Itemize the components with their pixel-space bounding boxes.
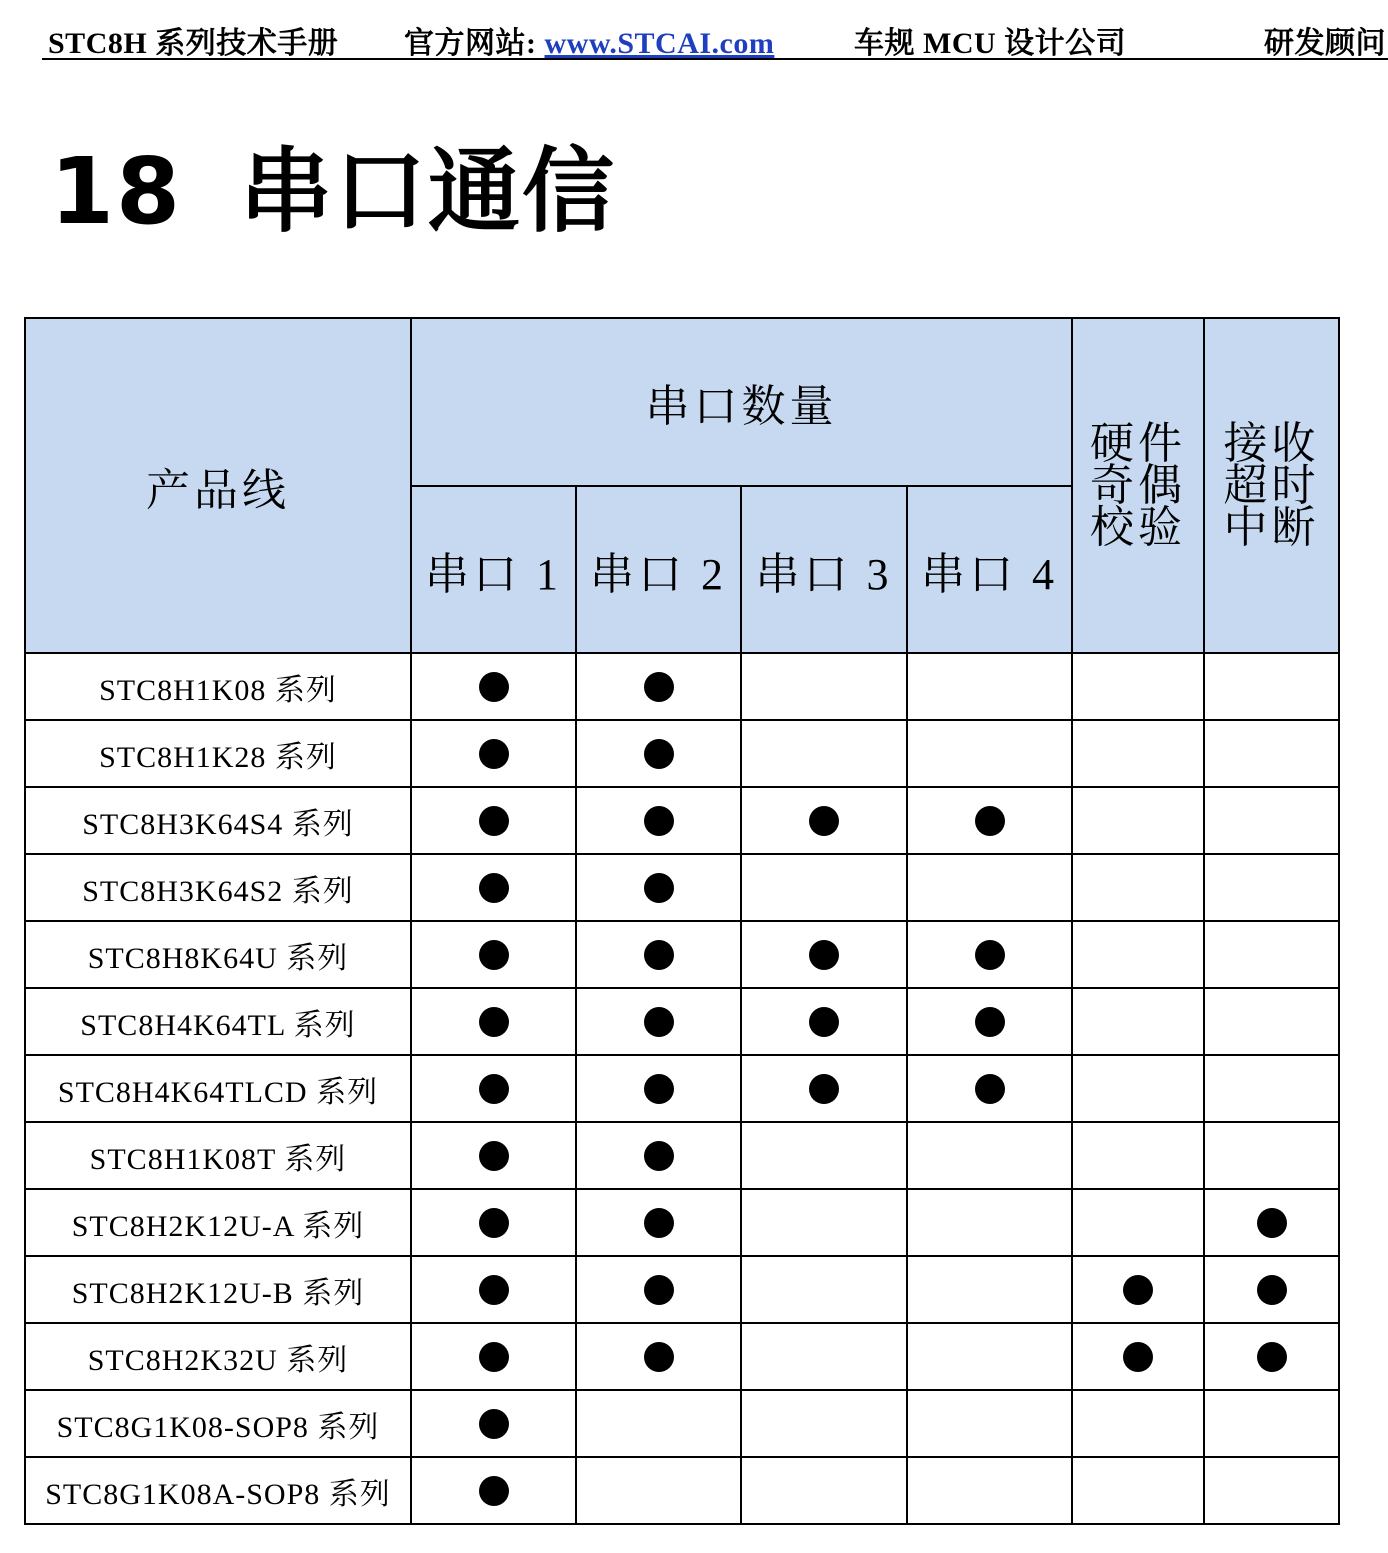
- supported-dot-icon: [644, 873, 674, 903]
- product-name-cell: STC8G1K08-SOP8 系列: [25, 1390, 411, 1457]
- table-row: [25, 921, 1339, 988]
- supported-dot-icon: [479, 1208, 509, 1238]
- supported-dot-icon: [479, 806, 509, 836]
- header-uart-count: 串口数量: [411, 318, 1072, 486]
- uart4-cell: [907, 1323, 1072, 1390]
- supported-dot-icon: [809, 1074, 839, 1104]
- parity-cell: [1072, 787, 1204, 854]
- uart2-cell: [576, 1189, 741, 1256]
- uart1-cell: [411, 988, 576, 1055]
- product-name-cell: STC8H3K64S2 系列: [25, 854, 411, 921]
- rx_timeout-cell: [1204, 1055, 1339, 1122]
- uart4-cell: [907, 1457, 1072, 1524]
- parity-cell: [1072, 1323, 1204, 1390]
- supported-dot-icon: [644, 1208, 674, 1238]
- uart3-cell: [741, 921, 907, 988]
- table-row: [25, 1390, 1339, 1457]
- chapter-number: 18: [50, 138, 183, 245]
- uart4-cell: [907, 921, 1072, 988]
- table-row: [25, 1457, 1339, 1524]
- parity-cell: [1072, 1256, 1204, 1323]
- parity-cell: [1072, 988, 1204, 1055]
- supported-dot-icon: [644, 672, 674, 702]
- uart1-cell: [411, 921, 576, 988]
- company-tagline: 车规 MCU 设计公司: [854, 27, 1127, 60]
- header-uart4: 串口 4: [907, 486, 1072, 653]
- supported-dot-icon: [1123, 1342, 1153, 1372]
- page-header: [42, 14, 1388, 60]
- supported-dot-icon: [1257, 1208, 1287, 1238]
- uart1-cell: [411, 1390, 576, 1457]
- uart2-cell: [576, 921, 741, 988]
- uart3-cell: [741, 1122, 907, 1189]
- header-uart3: 串口 3: [741, 486, 907, 653]
- supported-dot-icon: [479, 1007, 509, 1037]
- supported-dot-icon: [809, 806, 839, 836]
- product-name-cell: STC8H1K08T 系列: [25, 1122, 411, 1189]
- uart4-cell: [907, 1122, 1072, 1189]
- rx_timeout-cell: [1204, 921, 1339, 988]
- parity-cell: [1072, 854, 1204, 921]
- supported-dot-icon: [975, 806, 1005, 836]
- uart3-cell: [741, 1256, 907, 1323]
- supported-dot-icon: [644, 1275, 674, 1305]
- supported-dot-icon: [644, 1141, 674, 1171]
- table-row: [25, 787, 1339, 854]
- uart4-cell: [907, 1256, 1072, 1323]
- uart4-cell: [907, 720, 1072, 787]
- supported-dot-icon: [1257, 1275, 1287, 1305]
- uart1-cell: [411, 854, 576, 921]
- rx_timeout-cell: [1204, 787, 1339, 854]
- uart2-cell: [576, 1390, 741, 1457]
- product-name-cell: STC8H1K28 系列: [25, 720, 411, 787]
- product-name-cell: STC8H1K08 系列: [25, 653, 411, 720]
- rx_timeout-cell: [1204, 1457, 1339, 1524]
- uart2-cell: [576, 854, 741, 921]
- supported-dot-icon: [644, 1074, 674, 1104]
- uart4-cell: [907, 988, 1072, 1055]
- uart1-cell: [411, 1189, 576, 1256]
- parity-cell: [1072, 1055, 1204, 1122]
- product-name-cell: STC8H2K32U 系列: [25, 1323, 411, 1390]
- supported-dot-icon: [479, 940, 509, 970]
- rx_timeout-cell: [1204, 854, 1339, 921]
- uart1-cell: [411, 787, 576, 854]
- header-rx-timeout-interrupt: 接收 超时 中断: [1204, 318, 1339, 653]
- uart4-cell: [907, 653, 1072, 720]
- rx_timeout-cell: [1204, 653, 1339, 720]
- rx_timeout-cell: [1204, 1122, 1339, 1189]
- chapter-title: 串口通信: [240, 138, 617, 245]
- uart3-cell: [741, 787, 907, 854]
- parity-cell: [1072, 1189, 1204, 1256]
- supported-dot-icon: [479, 1275, 509, 1305]
- table-row: [25, 1189, 1339, 1256]
- header-uart2: 串口 2: [576, 486, 741, 653]
- uart3-cell: [741, 1055, 907, 1122]
- header-product-line: 产品线: [25, 318, 411, 653]
- uart3-cell: [741, 1323, 907, 1390]
- supported-dot-icon: [479, 1409, 509, 1439]
- parity-cell: [1072, 1457, 1204, 1524]
- supported-dot-icon: [644, 940, 674, 970]
- supported-dot-icon: [644, 1342, 674, 1372]
- uart2-cell: [576, 1256, 741, 1323]
- uart2-cell: [576, 787, 741, 854]
- product-name-cell: STC8H8K64U 系列: [25, 921, 411, 988]
- uart3-cell: [741, 1189, 907, 1256]
- product-name-cell: STC8H4K64TLCD 系列: [25, 1055, 411, 1122]
- site-label: 官方网站:: [404, 27, 545, 60]
- header-hw-parity: 硬件 奇偶 校验: [1072, 318, 1204, 653]
- uart4-cell: [907, 1055, 1072, 1122]
- advisor-label: 研发顾问: [1264, 27, 1386, 60]
- uart3-cell: [741, 720, 907, 787]
- uart1-cell: [411, 653, 576, 720]
- uart1-cell: [411, 1256, 576, 1323]
- rx_timeout-cell: [1204, 1256, 1339, 1323]
- product-name-cell: STC8H2K12U-A 系列: [25, 1189, 411, 1256]
- uart1-cell: [411, 1323, 576, 1390]
- uart3-cell: [741, 988, 907, 1055]
- supported-dot-icon: [644, 739, 674, 769]
- uart4-cell: [907, 1189, 1072, 1256]
- supported-dot-icon: [479, 1074, 509, 1104]
- supported-dot-icon: [809, 1007, 839, 1037]
- supported-dot-icon: [1257, 1342, 1287, 1372]
- table-row: [25, 854, 1339, 921]
- uart2-cell: [576, 1457, 741, 1524]
- parity-cell: [1072, 1122, 1204, 1189]
- parity-cell: [1072, 921, 1204, 988]
- table-row: [25, 1256, 1339, 1323]
- parity-cell: [1072, 1390, 1204, 1457]
- uart4-cell: [907, 1390, 1072, 1457]
- supported-dot-icon: [479, 873, 509, 903]
- site-link[interactable]: www.STCAI.com: [544, 27, 775, 60]
- uart2-cell: [576, 1323, 741, 1390]
- table-row: [25, 720, 1339, 787]
- supported-dot-icon: [809, 940, 839, 970]
- product-name-cell: STC8H2K12U-B 系列: [25, 1256, 411, 1323]
- supported-dot-icon: [479, 1476, 509, 1506]
- uart2-cell: [576, 1055, 741, 1122]
- uart2-cell: [576, 720, 741, 787]
- uart3-cell: [741, 1457, 907, 1524]
- supported-dot-icon: [975, 1074, 1005, 1104]
- uart1-cell: [411, 720, 576, 787]
- official-site: [404, 18, 774, 62]
- uart4-cell: [907, 787, 1072, 854]
- product-name-cell: STC8G1K08A-SOP8 系列: [25, 1457, 411, 1524]
- table-row: [25, 653, 1339, 720]
- rx_timeout-cell: [1204, 1323, 1339, 1390]
- supported-dot-icon: [975, 940, 1005, 970]
- uart1-cell: [411, 1055, 576, 1122]
- parity-cell: [1072, 653, 1204, 720]
- supported-dot-icon: [479, 739, 509, 769]
- uart3-cell: [741, 854, 907, 921]
- uart2-cell: [576, 988, 741, 1055]
- product-name-cell: STC8H3K64S4 系列: [25, 787, 411, 854]
- supported-dot-icon: [479, 1342, 509, 1372]
- table-body: [25, 653, 1339, 1524]
- rx_timeout-cell: [1204, 1390, 1339, 1457]
- rx_timeout-cell: [1204, 720, 1339, 787]
- supported-dot-icon: [644, 806, 674, 836]
- parity-cell: [1072, 720, 1204, 787]
- uart2-cell: [576, 1122, 741, 1189]
- uart2-cell: [576, 653, 741, 720]
- table-row: [25, 988, 1339, 1055]
- table-row: [25, 1055, 1339, 1122]
- manual-title: STC8H 系列技术手册: [48, 27, 339, 60]
- supported-dot-icon: [975, 1007, 1005, 1037]
- rx_timeout-cell: [1204, 1189, 1339, 1256]
- uart1-cell: [411, 1122, 576, 1189]
- uart3-cell: [741, 653, 907, 720]
- supported-dot-icon: [644, 1007, 674, 1037]
- uart4-cell: [907, 854, 1072, 921]
- chapter-heading: [50, 118, 616, 250]
- rx_timeout-cell: [1204, 988, 1339, 1055]
- uart3-cell: [741, 1390, 907, 1457]
- uart1-cell: [411, 1457, 576, 1524]
- supported-dot-icon: [1123, 1275, 1153, 1305]
- table-row: [25, 1122, 1339, 1189]
- header-uart1: 串口 1: [411, 486, 576, 653]
- supported-dot-icon: [479, 672, 509, 702]
- uart-feature-table: [24, 317, 1340, 1525]
- supported-dot-icon: [479, 1141, 509, 1171]
- product-name-cell: STC8H4K64TL 系列: [25, 988, 411, 1055]
- table-row: [25, 1323, 1339, 1390]
